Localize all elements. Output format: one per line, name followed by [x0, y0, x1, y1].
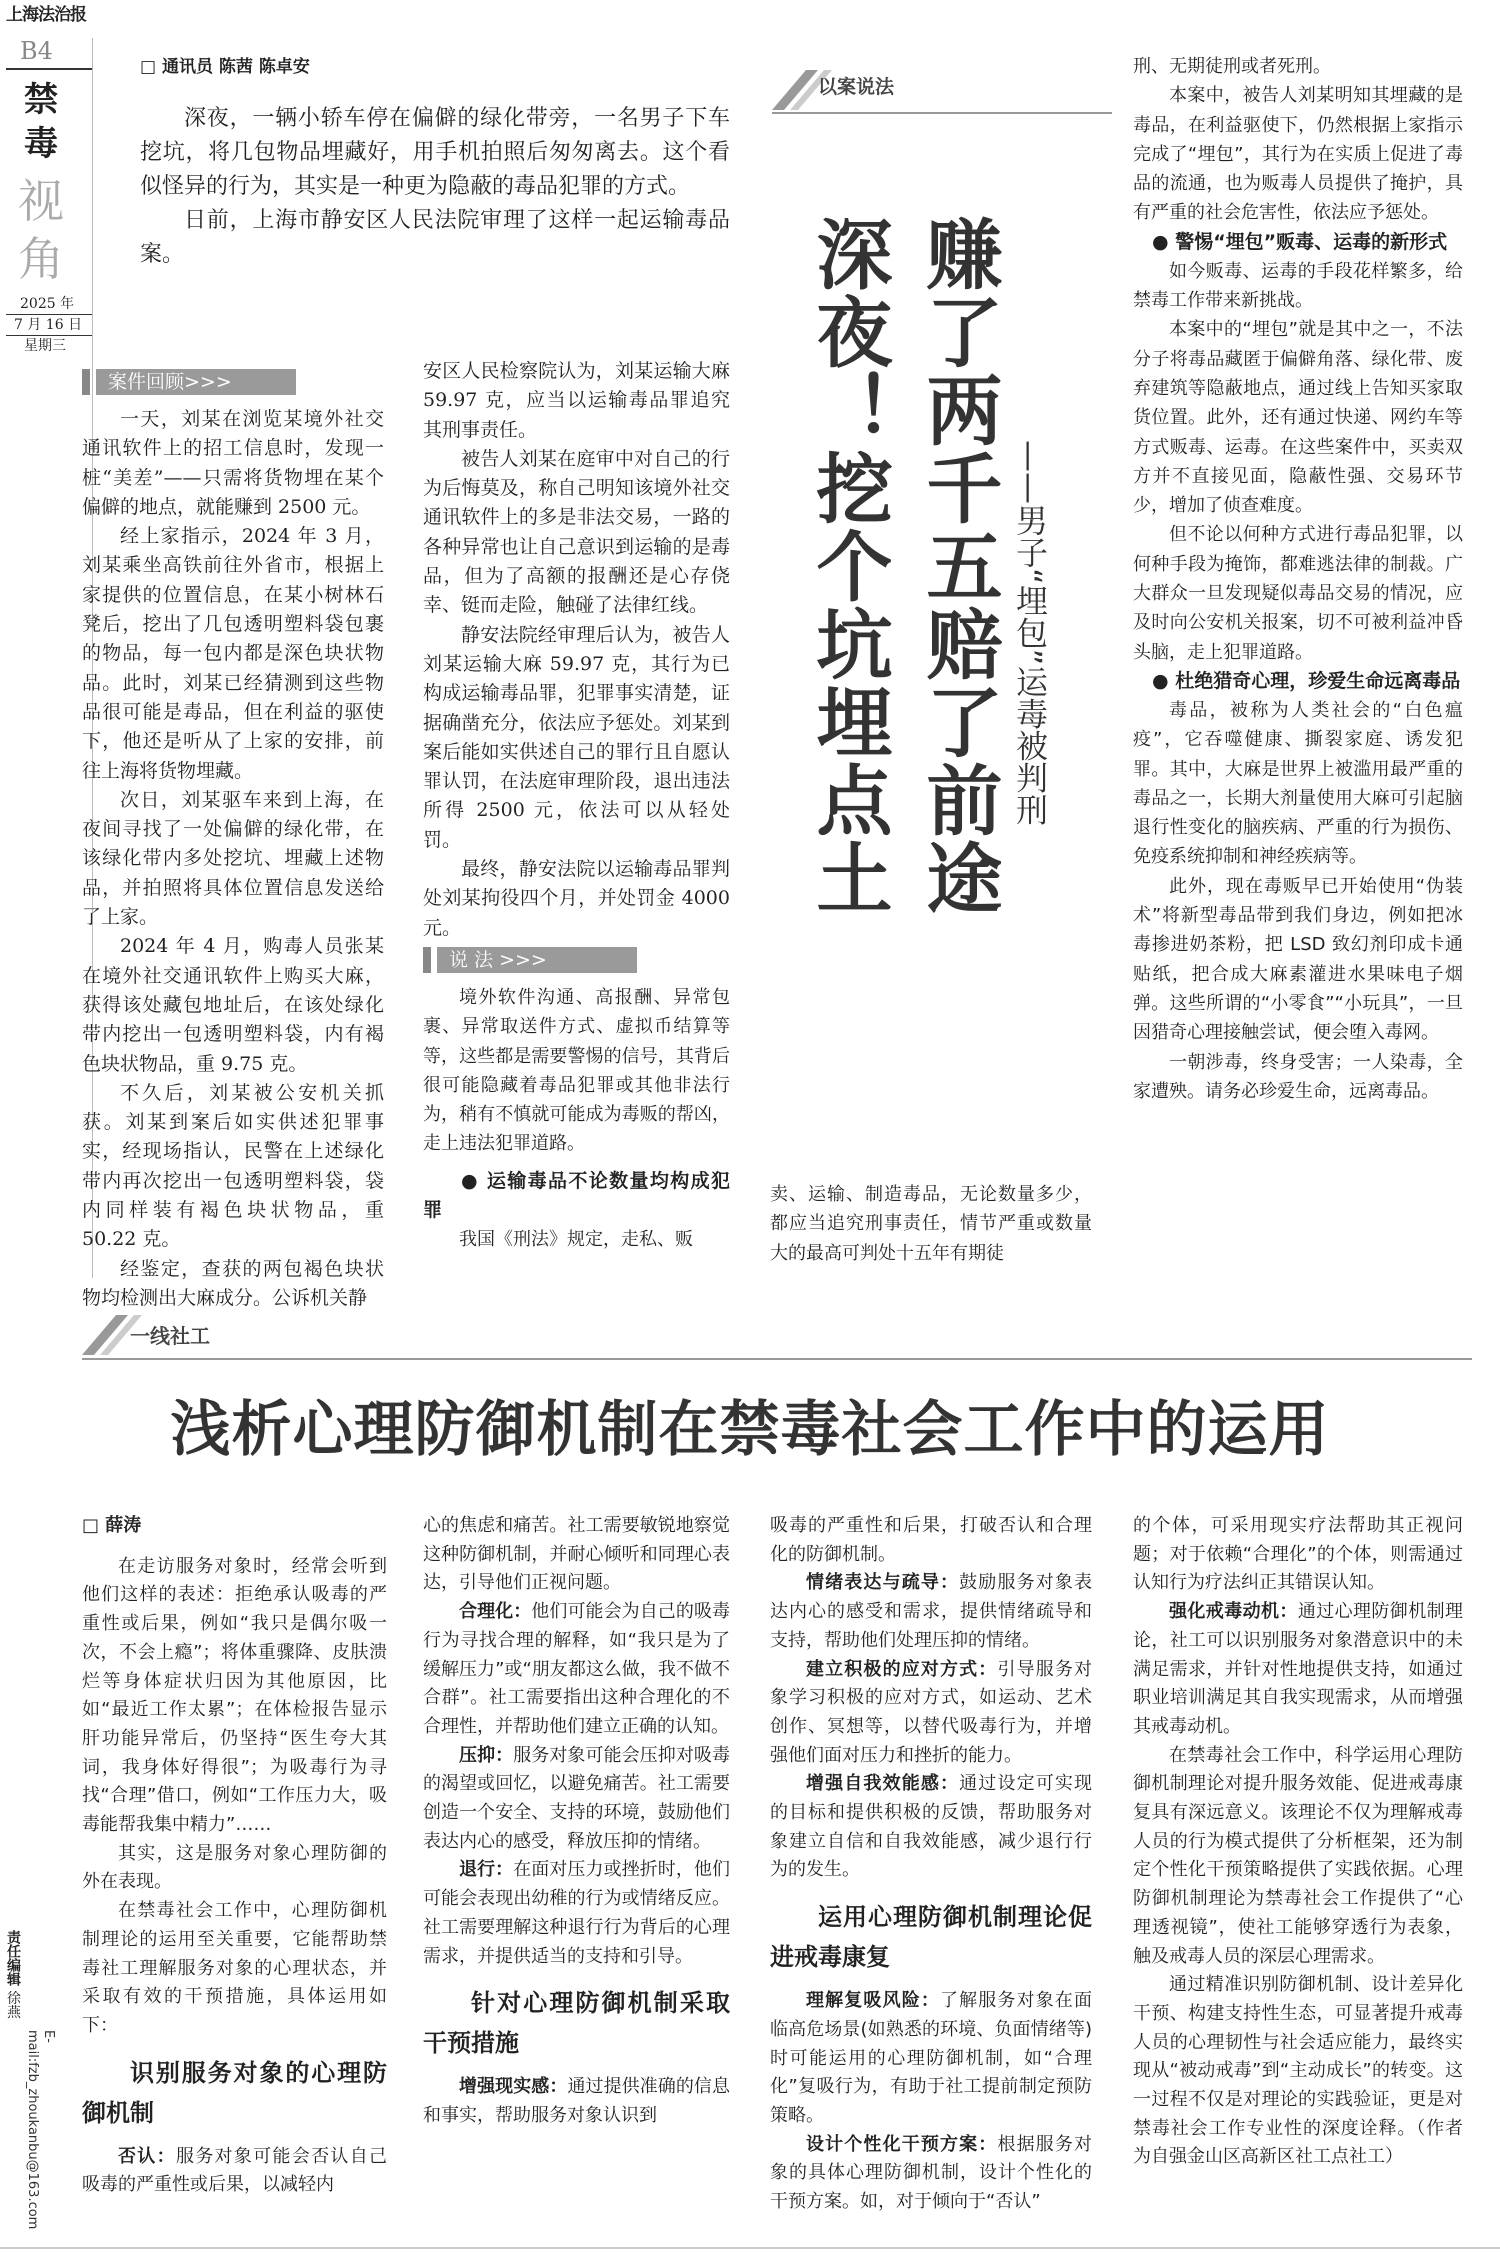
editor-label: 责任编辑 — [5, 1930, 21, 1986]
paragraph: 此外，现在毒贩早已开始使用“伪装术”将新型毒品带到我们身边，例如把冰毒掺进奶茶粉，把 LSD 致幻剂印成卡通贴纸，把合成大麻素灌进水果味电子烟弹。这些所谓的“小零食”“小玩具”，一旦因猎奇心理接触尝试，便会堕入毒网。 — [1133, 875, 1463, 1044]
issue-year: 2025 年 — [20, 296, 75, 312]
paragraph: 的个体，可采用现实疗法帮助其正视问题；对于依赖“合理化”的个体，则需通过认知行为疗法纠正其错误认知。 — [1133, 1515, 1463, 1594]
headline-col1: 赚了两千五赔了前途 — [914, 215, 1003, 917]
paragraph: 被告人刘某在庭审中对自己的行为后悔莫及，称自己明知该境外社交通讯软件上的多是非法交易，一路的各种异常也让自己意识到运输的是毒品，但为了高额的报酬还是心存侥幸、铤而走险，触碰了法律红线。 — [423, 447, 730, 617]
term-text: 通过提供准确的信息和事实，帮助服务对象认识到 — [423, 2076, 731, 2126]
subheading: ● 杜绝猎奇心理，珍爱生命远离毒品 — [1152, 669, 1461, 692]
header-bar — [82, 369, 90, 395]
law-label: 说 法 >>> — [437, 947, 637, 973]
headline-col2: 深夜！挖个坑埋点土 — [804, 215, 893, 917]
tag-underline — [772, 112, 1112, 114]
editor-name: 徐燕 — [5, 1990, 21, 2019]
article1-col2 — [423, 357, 730, 1254]
term-label: 否认： — [118, 2145, 176, 2167]
paragraph: 吸毒的严重性和后果，打破否认和合理化的防御机制。 — [770, 1515, 1092, 1565]
paragraph: 本案中的“埋包”就是其中之一，不法分子将毒品藏匿于偏僻角落、绿化带、废弃建筑等隐蔽地点，通过线上告知买家取货位置。此外，还有通过快递、网约车等方式贩毒、运毒。在这些案件中，买卖双方并不直接见面，隐蔽性强、交易环节少，增加了侦查难度。 — [1133, 319, 1463, 517]
paragraph: 在禁毒社会工作中，科学运用心理防御机制理论对提升服务效能、促进戒毒康复具有深远意义。该理论不仅为理解戒毒人员的行为模式提供了分析框架，还为制定个性化干预策略提供了实践依据。心理防御机制理论为禁毒社会工作提供了“心理透视镜”，使社工能够穿透行为表象，触及戒毒人员的深层心理需求。 — [1133, 1744, 1463, 1967]
lead-paragraph: 深夜，一辆小轿车停在偏僻的绿化带旁，一名男子下车挖坑，将几包物品埋藏好，用手机拍照后匆匆离去。这个看似怪异的行为，其实是一种更为隐蔽的毒品犯罪的方式。 — [140, 106, 730, 199]
paragraph: 毒品，被称为人类社会的“白色瘟疫”，它吞噬健康、撕裂家庭、诱发犯罪。其中，大麻是世界上被滥用最严重的毒品之一，长期大剂量使用大麻可引起脑退行性变化的脑疾病、严重的行为损伤、免疫系统抑制和神经疾病等。 — [1133, 699, 1463, 868]
term-label: 强化戒毒动机： — [1169, 1601, 1298, 1623]
paragraph: 心的焦虑和痛苦。社工需要敏锐地察觉这种防御机制，并耐心倾听和同理心表达，引导他们正视问题。 — [423, 1515, 730, 1594]
article1-byline: □ 通讯员 陈茜 陈卓安 — [140, 57, 310, 77]
section-char-1: 禁 — [24, 80, 58, 120]
term-text: 通过心理防御机制理论，社工可以识别服务对象潜意识中的未满足需求，并针对性地提供支持，如通过职业培训满足其自我实现需求，从而增强其戒毒动机。 — [1133, 1601, 1464, 1737]
term-label: 设计个性化干预方案： — [806, 2133, 998, 2155]
section-char-2: 毒 — [24, 124, 58, 164]
article1-lead — [140, 102, 730, 272]
section-char-4: 角 — [18, 232, 64, 286]
term-text: 鼓励服务对象表达内心的感受和需求，提供情绪疏导和支持，帮助他们处理压抑的情绪。 — [770, 1572, 1093, 1651]
term-text: 在面对压力或挫折时，他们可能会表现出幼稚的行为或情绪反应。社工需要理解这种退行行为背后的心理需求，并提供适当的支持和引导。 — [423, 1859, 731, 1967]
issue-weekday: 星期三 — [24, 338, 66, 354]
paragraph: 最终，静安法院以运输毒品罪判处刘某拘役四个月，并处罚金 4000 元。 — [423, 858, 730, 939]
article1-col1 — [82, 365, 384, 1313]
term-text: 他们可能会为自己的吸毒行为寻找合理的解释，如“我只是为了缓解压力”或“朋友都这么做，我不做不合群”。社工需要指出这种合理化的不合理性，并帮助他们建立正确的认知。 — [423, 1601, 731, 1737]
tag-underline — [82, 1358, 1472, 1360]
paragraph: 但不论以何种方式进行毒品犯罪，以何种手段为掩饰，都难逃法律的制裁。广大群众一旦发现疑似毒品交易的情况，应及时向公安机关报案，切不可被利益冲昏头脑，走上犯罪道路。 — [1133, 524, 1463, 663]
term-text: 根据服务对象的具体心理防御机制，设计个性化的干预方案。如，对于倾向于“否认” — [770, 2133, 1093, 2213]
paragraph: 一朝涉毒，终身受害；一人染毒，全家遭殃。请务必珍爱生命，远离毒品。 — [1133, 1051, 1463, 1102]
section-tag-case-label: 以案说法 — [818, 76, 895, 98]
editor-credit — [4, 1930, 22, 2230]
page-number: B4 — [20, 37, 53, 65]
issue-date: 7 月 16 日 — [6, 314, 92, 336]
paragraph: 不久后，刘某被公安机关抓获。刘某到案后如实供述犯罪事实，经现场指认，民警在上述绿化带内再次挖出一包透明塑料袋，袋内同样装有褐色块状物品，重 50.22 克。 — [82, 1081, 384, 1251]
term-text: 服务对象可能会压抑对吸毒的渴望或回忆，以避免痛苦。社工需要创造一个安全、支持的环境，鼓励他们表达内心的感受，释放压抑的情绪。 — [423, 1744, 731, 1852]
article2-subheading: 针对心理防御机制采取干预措施 — [423, 1989, 730, 2058]
page-bottom-rule — [0, 2247, 1500, 2249]
article2-col2 — [423, 1512, 730, 2131]
subheading: ● 警惕“埋包”贩毒、运毒的新形式 — [1152, 230, 1448, 253]
paragraph: 安区人民检察院认为，刘某运输大麻 59.97 克，应当以运输毒品罪追究其刑事责任。 — [423, 360, 730, 441]
section-tag-social-label: 一线社工 — [130, 1324, 210, 1348]
subheadline: ——男子“埋包”运毒被判刑 — [1011, 440, 1049, 826]
term-text: 服务对象可能会否认自己吸毒的严重性或后果，以减轻内 — [82, 2145, 388, 2196]
paragraph: 通过精准识别防御机制、设计差异化干预、构建支持性生态，可显著提升戒毒人员的心理韧性与社会适应能力，最终实现从“被动戒毒”到“主动成长”的转变。这一过程不仅是对理论的实践验证，更是对禁毒社会工作专业性的深度诠释。（作者为自强金山区高新区社工点社工） — [1133, 1974, 1463, 2168]
lead-paragraph: 日前，上海市静安区人民法院审理了这样一起运输毒品案。 — [140, 208, 730, 267]
article1-col4 — [1133, 52, 1463, 1106]
case-review-label: 案件回顾>>> — [96, 369, 296, 395]
paragraph: 经上家指示，2024 年 3 月，刘某乘坐高铁前往外省市，根据上家提供的位置信息，在某小树林石凳后，挖出了几包透明塑料袋包裹的物品，每一包内都是深色块状物品。此时，刘某已经猜测到这些物品很可能是毒品，但在利益的驱使下，他还是听从了上家的安排，前往上海将货物埋藏。 — [82, 525, 384, 782]
article2-col4 — [1133, 1512, 1463, 2172]
paragraph: 境外软件沟通、高报酬、异常包裹、异常取送件方式、虚拟币结算等等，这些都是需要警惕的信号，其背后很可能隐藏着毒品犯罪或其他非法行为，稍有不慎就可能成为毒贩的帮凶，走上违法犯罪道路。 — [423, 986, 730, 1155]
header-bar — [423, 947, 431, 973]
term-text: 引导服务对象学习积极的应对方式，如运动、艺术创作、冥想等，以替代吸毒行为，并增强他们面对压力和挫折的能力。 — [770, 1658, 1093, 1766]
paragraph: 在禁毒社会工作中，心理防御机制理论的运用至关重要，它能帮助禁毒社工理解服务对象的心理状态，并采取有效的干预措施，具体运用如下： — [82, 1900, 387, 2036]
paragraph: 2024 年 4 月，购毒人员张某在境外社交通讯软件上购买大麻，获得该处藏包地址后，在该处绿化带内挖出一包透明塑料袋，内有褐色块状物品，重 9.75 克。 — [82, 935, 384, 1075]
article2-col3 — [770, 1512, 1092, 2217]
term-label: 理解复吸风险： — [806, 1990, 940, 2012]
paragraph: 其实，这是服务对象心理防御的外在表现。 — [82, 1842, 387, 1893]
paragraph: 如今贩毒、运毒的手段花样繁多，给禁毒工作带来新挑战。 — [1133, 260, 1463, 312]
term-label: 合理化： — [459, 1601, 532, 1623]
term-label: 情绪表达与疏导： — [806, 1572, 960, 1594]
paragraph: 卖、运输、制造毒品，无论数量多少，都应当追究刑事责任，情节严重或数量大的最高可判处十五年有期徒 — [770, 1184, 1092, 1264]
paragraph: 在走访服务对象时，经常会听到他们这样的表述：拒绝承认吸毒的严重性或后果，例如“我只是偶尔吸一次，不会上瘾”；将体重骤降、皮肤溃烂等身体症状归因为其他原因，比如“最近工作太累”；在体检报告显示肝功能异常后，仍坚持“医生夸大其词，我身体好得很”；为吸毒行为寻找“合理”借口，例如“工作压力大，吸毒能帮我集中精力”…… — [82, 1555, 387, 1836]
article2-byline: □ 薛涛 — [82, 1515, 142, 1536]
article2-subheading: 识别服务对象的心理防御机制 — [82, 2058, 387, 2127]
article1-col3 — [770, 1180, 1092, 1268]
term-label: 增强自我效能感： — [806, 1773, 960, 1795]
case-review-header — [82, 367, 384, 397]
paragraph: 一天，刘某在浏览某境外社交通讯软件上的招工信息时，发现一桩“美差”——只需将货物埋在某个偏僻的地点，就能赚到 2500 元。 — [82, 408, 384, 518]
term-label: 增强现实感： — [459, 2076, 568, 2098]
law-header — [423, 945, 730, 975]
section-char-3: 视 — [18, 174, 64, 228]
article2-subheading: 运用心理防御机制理论促进戒毒康复 — [770, 1903, 1092, 1972]
term-label: 退行： — [459, 1859, 514, 1881]
paragraph: 静安法院经审理后认为，被告人刘某运输大麻 59.97 克，其行为已构成运输毒品罪，犯罪事实清楚，证据确凿充分，依法应予惩处。刘某到案后能如实供述自己的罪行且自愿认罪认罚，在法庭审理阶段，退出违法所得 2500 元，依法可以从轻处罚。 — [423, 623, 730, 851]
paragraph: 经鉴定，查获的两包褐色块状物均检测出大麻成分。公诉机关静 — [82, 1257, 384, 1309]
paragraph: 刑、无期徒刑或者死刑。 — [1133, 56, 1331, 77]
editor-email: E-mail:fzb_zhoukanbu@163.com — [25, 2030, 56, 2230]
article2-headline: 浅析心理防御机制在禁毒社会工作中的运用 — [170, 1395, 1330, 1465]
paragraph: 本案中，被告人刘某明知其埋藏的是毒品，在利益驱使下，仍然根据上家指示完成了“埋包”，其行为在实质上促进了毒品的流通，也为贩毒人员提供了掩护，具有严重的社会危害性，依法应予惩处。 — [1133, 85, 1463, 224]
term-text: 了解服务对象在面临高危场景(如熟悉的环境、负面情绪等)时可能运用的心理防御机制，如“合理化”复吸行为，有助于社工提前制定预防策略。 — [770, 1990, 1092, 2126]
term-label: 压抑： — [459, 1744, 514, 1766]
masthead — [6, 4, 92, 356]
term-text: 通过设定可实现的目标和提供积极的反馈，帮助服务对象建立自信和自我效能感，减少退行行为的发生。 — [770, 1773, 1093, 1881]
paper-logo: 上海法治报 — [6, 5, 86, 25]
paragraph: 我国《刑法》规定，走私、贩 — [459, 1228, 693, 1250]
term-label: 建立积极的应对方式： — [806, 1658, 998, 1680]
paragraph: 次日，刘某驱车来到上海，在夜间寻找了一处偏僻的绿化带，在该绿化带内多处挖坑、埋藏上述物品，并拍照将具体位置信息发送给了上家。 — [82, 788, 384, 929]
subheading: ● 运输毒品不论数量均构成犯罪 — [423, 1169, 730, 1221]
article2-col1 — [82, 1512, 387, 2200]
